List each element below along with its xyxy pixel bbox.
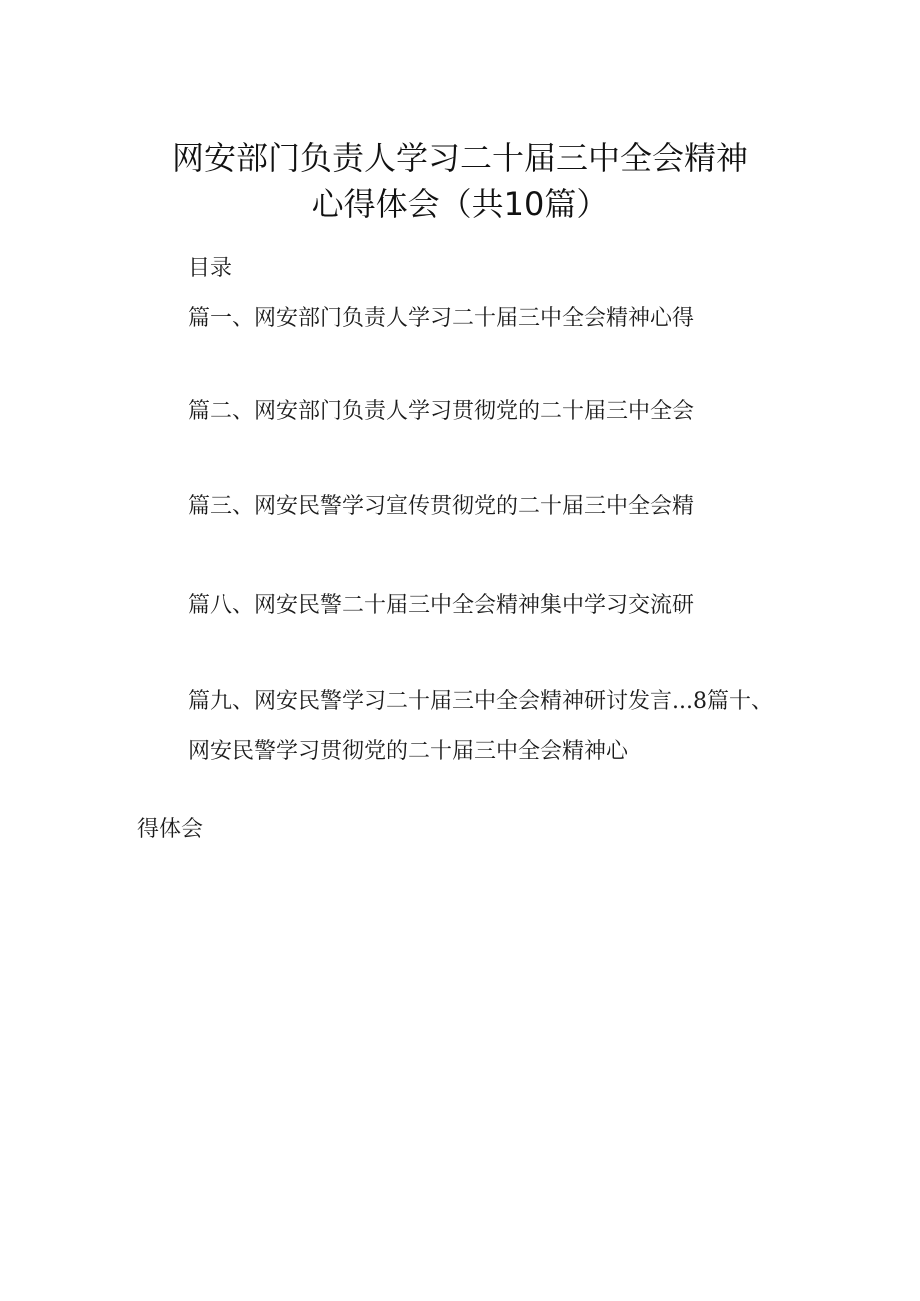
toc-entry-2: 篇二、网安部门负责人学习贯彻党的二十届三中全会 bbox=[188, 399, 695, 424]
toc-entry-3: 篇三、网安民警学习宣传贯彻党的二十届三中全会精 bbox=[188, 494, 695, 519]
toc-entry-10: 网安民警学习贯彻党的二十届三中全会精神心 bbox=[188, 739, 629, 764]
toc-entry-8: 篇八、网安民警二十届三中全会精神集中学习交流研 bbox=[188, 593, 695, 618]
toc-entry-10-continuation: 得体会 bbox=[137, 817, 204, 842]
document-title-line-2: 心得体会（共10篇） bbox=[311, 185, 609, 223]
toc-entry-1: 篇一、网安部门负责人学习二十届三中全会精神心得 bbox=[188, 306, 695, 331]
toc-entry-9: 篇九、网安民警学习二十届三中全会精神研讨发言...8篇十、 bbox=[188, 689, 773, 714]
document-title-line-1: 网安部门负责人学习二十届三中全会精神 bbox=[171, 139, 748, 177]
toc-heading: 目录 bbox=[188, 256, 233, 281]
